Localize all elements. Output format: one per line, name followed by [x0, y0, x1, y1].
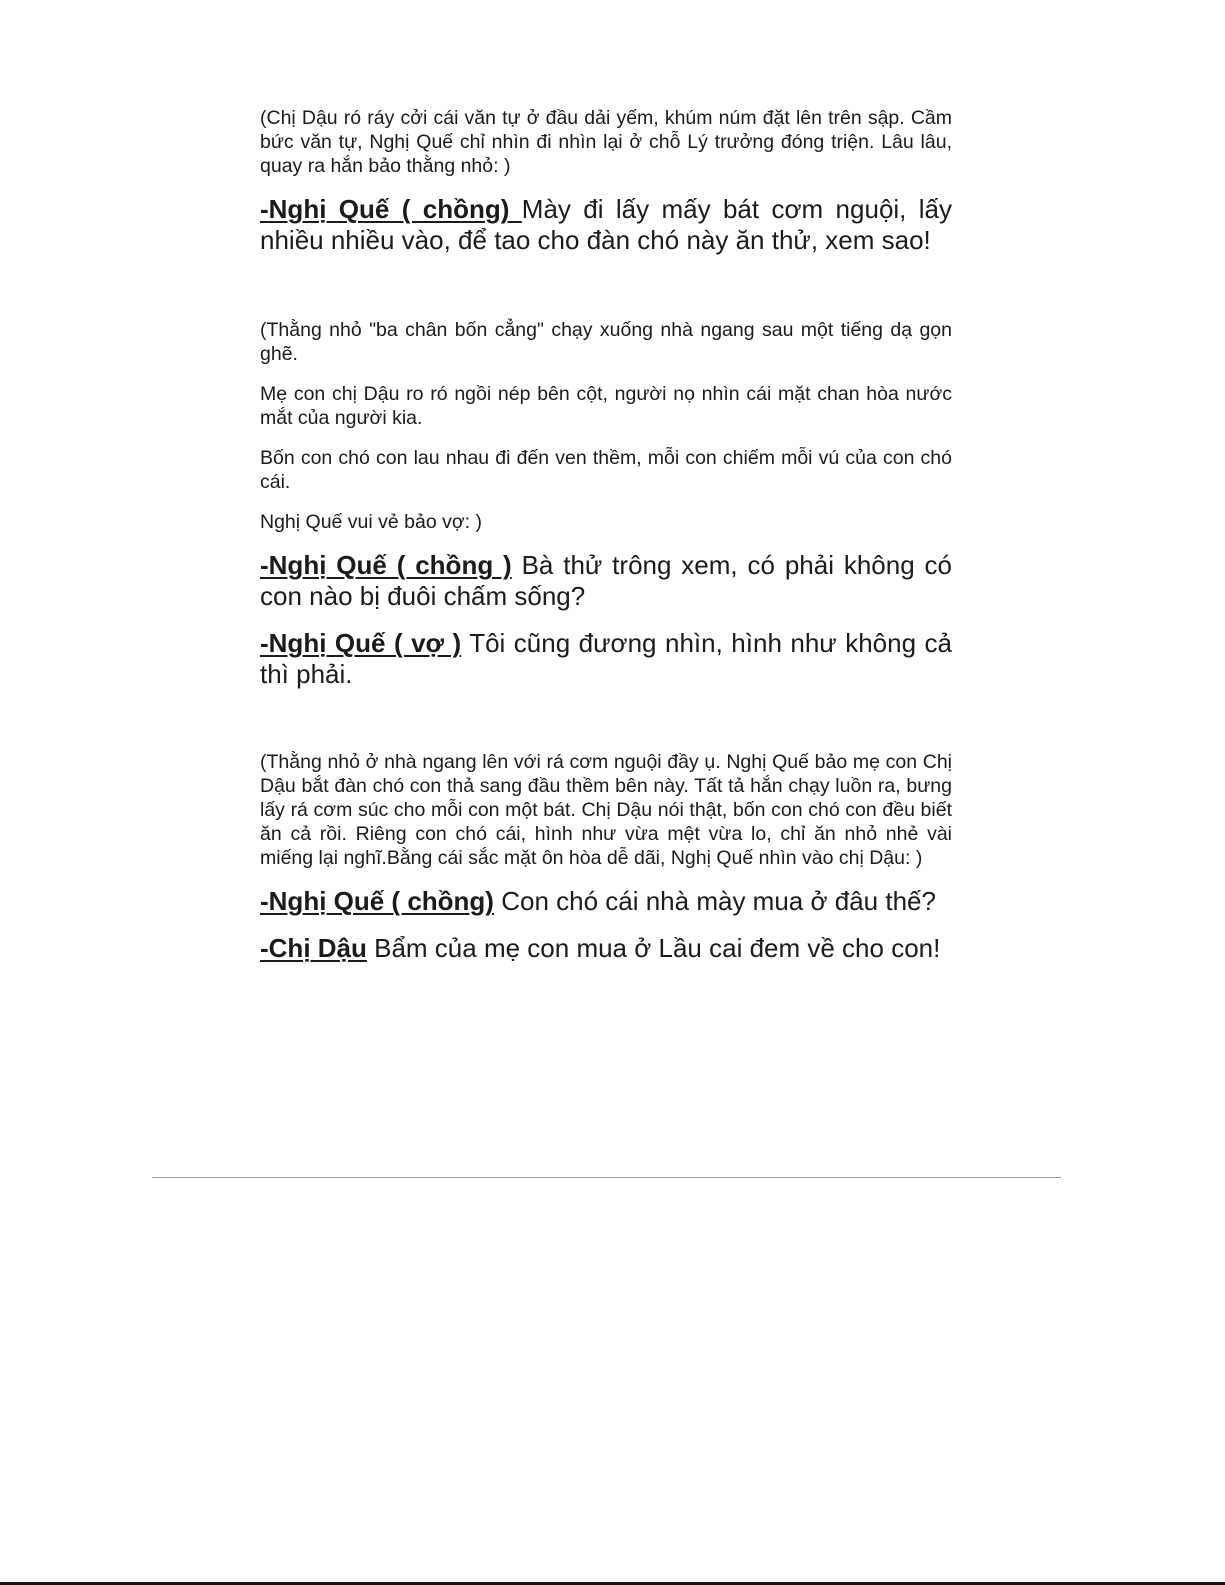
dialogue-line — [260, 550, 952, 612]
dialogue-line — [260, 886, 952, 917]
stage-direction: (Thằng nhỏ ở nhà ngang lên với rá cơm nguội đầy ụ. Nghị Quế bảo mẹ con Chị Dậu bắt đàn chó con thả sang đầu thềm bên này. Tất tả hắn chạy luồn ra, bưng lấy rá cơm súc cho mỗi con một bát. Chị Dậu nói thật, bốn con chó con đều biết ăn cả rồi. Riêng con chó cái, hình như vừa mệt vừa lo, chỉ ăn nhỏ nhẻ vài miếng lại nghĩ.Bằng cái sắc mặt ôn hòa dễ dãi, Nghị Quế nhìn vào chị Dậu: ) — [260, 751, 952, 869]
stage-direction: Bốn con chó con lau nhau đi đến ven thềm, mỗi con chiếm mỗi vú của con chó cái. — [260, 447, 952, 493]
dialogue-text: Tôi cũng đương nhìn, hình như không cả thì phải. — [260, 628, 952, 689]
speaker-name: -Nghị Quế ( chồng ) — [260, 550, 512, 580]
dialogue-text: Mày đi lấy mấy bát cơm nguội, lấy nhiều nhiều vào, để tao cho đàn chó này ăn thử, xem sao! — [260, 194, 953, 255]
dialogue-text: Con chó cái nhà mày mua ở đâu thế? — [501, 886, 936, 916]
speaker-name: -Nghị Quế ( vợ ) — [260, 628, 462, 658]
script-body — [260, 106, 952, 980]
stage-direction: (Thằng nhỏ "ba chân bốn cẳng" chạy xuống nhà ngang sau một tiếng dạ gọn ghẽ. — [260, 319, 952, 365]
stage-direction: Mẹ con chị Dậu ro ró ngồi nép bên cột, người nọ nhìn cái mặt chan hòa nước mắt của người kia. — [260, 383, 952, 429]
stage-direction: (Chị Dậu ró ráy cởi cái văn tự ở đầu dải yếm, khúm núm đặt lên trên sập. Cầm bức văn tự, Nghị Quế chỉ nhìn đi nhìn lại ở chỗ Lý trưởng đóng triện. Lâu lâu, quay ra hắn bảo thằng nhỏ: ) — [260, 107, 952, 177]
stage-direction: Nghị Quế vui vẻ bảo vợ: ) — [260, 511, 482, 533]
speaker-name: -Nghị Quế ( chồng) — [260, 194, 522, 224]
dialogue-line — [260, 628, 952, 690]
speaker-name: -Chị Dậu — [260, 933, 367, 963]
dialogue-text: Bẩm của mẹ con mua ở Lầu cai đem về cho con! — [374, 933, 941, 963]
speaker-name: -Nghị Quế ( chồng) — [260, 886, 494, 916]
dialogue-text: Bà thử trông xem, có phải không có con nào bị đuôi chấm sống? — [260, 550, 952, 611]
dialogue-line — [260, 194, 952, 256]
page-divider — [152, 1177, 1061, 1178]
dialogue-line — [260, 933, 952, 964]
